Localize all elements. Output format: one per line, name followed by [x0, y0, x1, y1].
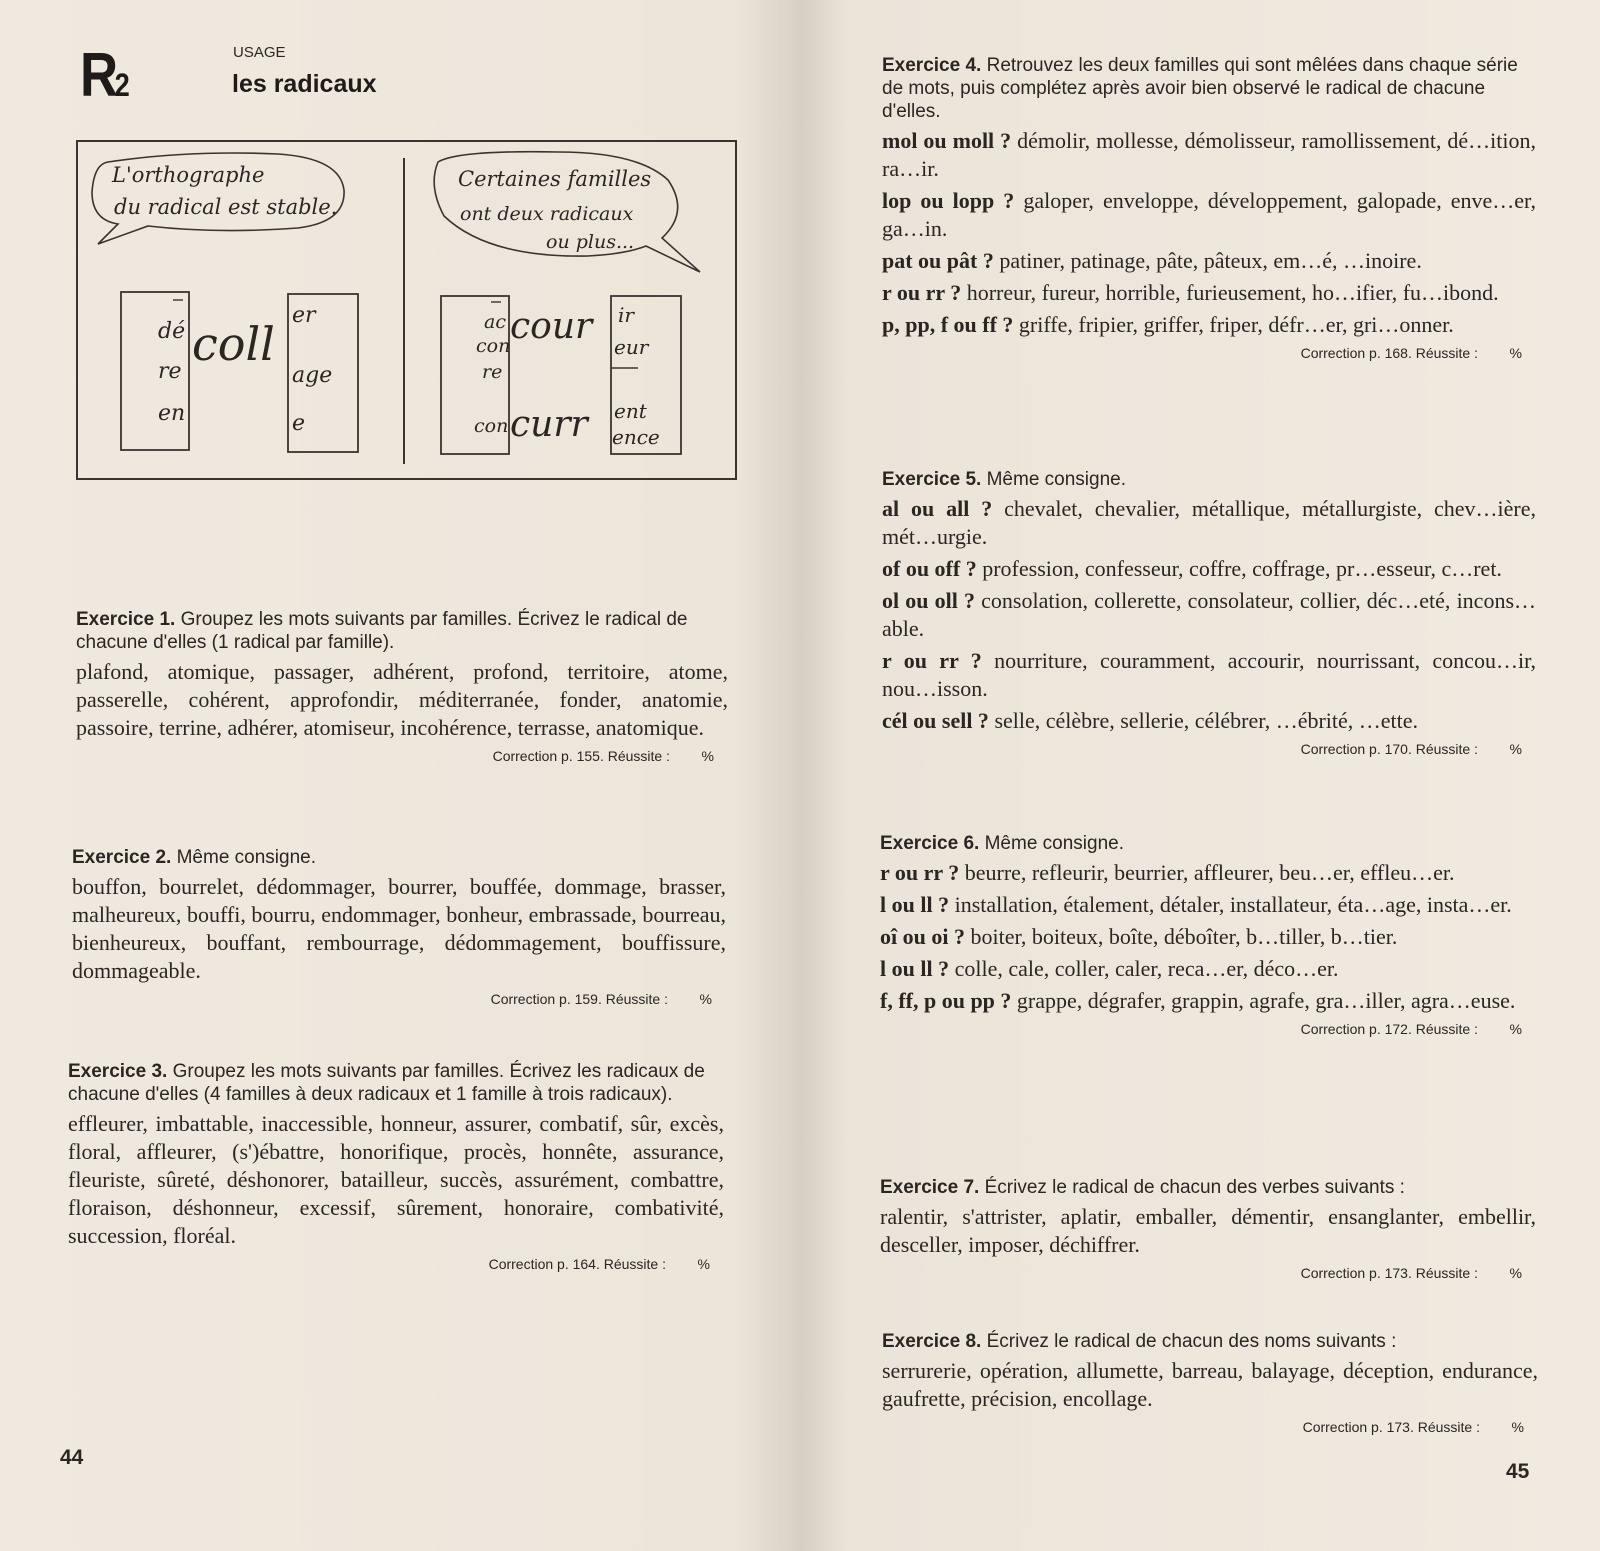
bubble-left-line-1: L'orthographe: [112, 163, 265, 187]
curr-suffix-1: ent: [614, 399, 647, 423]
cour-prefix-3: re: [482, 361, 503, 383]
curr-prefix: con: [474, 415, 509, 437]
page-number-left: 44: [60, 1446, 84, 1469]
cour-suffix-1: ir: [618, 303, 634, 327]
exercise-2-heading: Exercice 2. Même consigne.: [72, 847, 316, 868]
exercise-1-words: plafond, atomique, passager, adhérent, profond, territoire, atome, passerelle, cohérent, approfondir, méditerranée, fonder, anatomie, passoire, terrine, adhérer, atomiseur, incohérence, terrasse, anatomique.: [76, 659, 728, 740]
illustration-drawing: [78, 142, 735, 478]
coll-suffix-2: age: [292, 363, 333, 388]
coll-radical: coll: [192, 317, 275, 371]
exercise-7-heading: Exercice 7. Écrivez le radical de chacun des verbes suivants :: [880, 1177, 1405, 1198]
exercise-6: [880, 832, 1536, 1037]
bubble-left-line-2: du radical est stable.: [114, 195, 338, 219]
coll-prefix-2: re: [158, 359, 182, 384]
cour-suffix-2: eur: [614, 335, 649, 359]
exercise-8-correction: Correction p. 173. Réussite : %: [1302, 1419, 1524, 1435]
bubble-right-line-3: ou plus...: [546, 231, 635, 253]
cour-prefix-1: ac: [484, 311, 506, 333]
exercise-6-row: l ou ll ? installation, étalement, détaler, installateur, éta…age, insta…er.: [880, 892, 1512, 917]
exercise-1-correction: Correction p. 155. Réussite : %: [492, 748, 714, 764]
exercise-3-correction: Correction p. 164. Réussite : %: [488, 1256, 710, 1272]
exercise-6-row: oî ou oi ? boiter, boiteux, boîte, déboîter, b…tiller, b…tier.: [880, 924, 1398, 949]
exercise-5-row: ol ou oll ? consolation, collerette, consolateur, collier, déc…eté, incons…able.: [882, 588, 1537, 641]
curr-suffix-2: ence: [612, 425, 660, 449]
exercise-2-correction: Correction p. 159. Réussite : %: [490, 991, 712, 1007]
exercise-5-row: of ou off ? profession, confesseur, coffre, coffrage, pr…esseur, c…ret.: [882, 556, 1502, 581]
exercise-7-words: ralentir, s'attrister, aplatir, emballer, démentir, ensanglanter, embellir, desceller, imposer, déchiffrer.: [880, 1204, 1536, 1257]
exercise-4-row: pat ou pât ? patiner, patinage, pâte, pâteux, em…é, …inoire.: [882, 248, 1422, 273]
coll-prefix-3: en: [158, 401, 186, 426]
exercise-7-correction: Correction p. 173. Réussite : %: [1300, 1265, 1522, 1281]
coll-suffix-3: e: [292, 411, 306, 436]
exercise-4-heading: Exercice 4. Retrouvez les deux familles qui sont mêlées dans chaque série de mots, puis complétez après avoir bien observé le radical de chacune d'elles.: [882, 55, 1518, 122]
exercise-4-row: lop ou lopp ? galoper, enveloppe, développement, galopade, enve…er, ga…in.: [882, 188, 1537, 241]
exercise-6-row: f, ff, p ou pp ? grappe, dégrafer, grappin, agrafe, gra…iller, agra…euse.: [880, 988, 1516, 1013]
exercise-6-correction: Correction p. 172. Réussite : %: [1300, 1021, 1522, 1037]
exercise-1: [76, 608, 728, 764]
page-number-right: 45: [1506, 1460, 1530, 1483]
exercise-5-correction: Correction p. 170. Réussite : %: [1300, 741, 1522, 757]
exercise-5-heading: Exercice 5. Même consigne.: [882, 469, 1126, 490]
exercise-7: [880, 1176, 1536, 1281]
exercise-5-row: r ou rr ? nourriture, couramment, accourir, nourrissant, concou…ir, nou…isson.: [882, 648, 1537, 701]
exercise-4-row: r ou rr ? horreur, fureur, horrible, furieusement, ho…ifier, fu…ibond.: [882, 280, 1499, 305]
exercise-4-row: p, pp, f ou ff ? griffe, fripier, griffer, friper, défr…er, gri…onner.: [882, 312, 1454, 337]
exercise-4-row: mol ou moll ? démolir, mollesse, démolisseur, ramollissement, dé…ition, ra…ir.: [882, 128, 1536, 181]
exercise-6-row: r ou rr ? beurre, refleurir, beurrier, affleurer, beu…er, effleu…er.: [880, 860, 1455, 885]
cour-prefix-2: con: [476, 335, 511, 357]
bubble-right-line-2: ont deux radicaux: [460, 203, 634, 225]
exercise-5-row: al ou all ? chevalet, chevalier, métallique, métallurgiste, chev…ière, mét…urgie.: [882, 496, 1536, 549]
lesson-title: les radicaux: [232, 70, 377, 98]
cour-radical: cour: [510, 306, 593, 347]
right-page: [800, 0, 1600, 1551]
lesson-code: R2: [80, 41, 130, 110]
exercise-2-words: bouffon, bourrelet, dédommager, bourrer, bouffée, dommage, brasser, malheureux, bouffi, bourru, endommager, bonheur, embrassade, bourreau, bienheureux, bouffant, rembourrage, dédommagement, bouffissure, dommageable.: [72, 874, 726, 983]
exercise-3: [68, 1060, 724, 1272]
exercise-8-heading: Exercice 8. Écrivez le radical de chacun des noms suivants :: [882, 1331, 1397, 1352]
exercise-3-words: effleurer, imbattable, inaccessible, honneur, assurer, combatif, sûr, excès, floral, affleurer, (s')ébattre, honorifique, procès, honnête, assurance, fleuriste, sûreté, déshonorer, batailleur, succès, assurément, combattre, floraison, déshonneur, excessif, sûrement, honoraire, combativité, succession, floréal.: [68, 1111, 724, 1248]
coll-suffix-1: er: [292, 303, 316, 328]
exercise-5: [882, 468, 1536, 757]
bubble-right-line-1: Certaines familles: [458, 167, 652, 191]
exercise-1-heading: Exercice 1. Groupez les mots suivants par familles. Écrivez le radical de chacune d'elles (1 radical par famille).: [76, 609, 688, 653]
exercise-2: [72, 846, 726, 1007]
coll-prefix-1: dé: [158, 319, 186, 344]
exercise-8-words: serrurerie, opération, allumette, barreau, balayage, déception, endurance, gaufrette, précision, encollage.: [882, 1358, 1538, 1411]
curr-radical: curr: [510, 404, 588, 445]
exercise-4: [882, 54, 1536, 361]
exercise-8: [882, 1330, 1538, 1435]
exercise-6-heading: Exercice 6. Même consigne.: [880, 833, 1124, 854]
exercise-4-correction: Correction p. 168. Réussite : %: [1300, 345, 1522, 361]
exercise-3-heading: Exercice 3. Groupez les mots suivants par familles. Écrivez les radicaux de chacune d'elles (4 familles à deux radicaux et 1 famille à trois radicaux).: [68, 1061, 705, 1105]
illustration-frame: [76, 140, 737, 480]
lesson-kicker: USAGE: [233, 44, 286, 61]
exercise-5-row: cél ou sell ? selle, célèbre, sellerie, célébrer, …ébrité, …ette.: [882, 708, 1419, 733]
exercise-6-row: l ou ll ? colle, cale, coller, caler, reca…er, déco…er.: [880, 956, 1339, 981]
